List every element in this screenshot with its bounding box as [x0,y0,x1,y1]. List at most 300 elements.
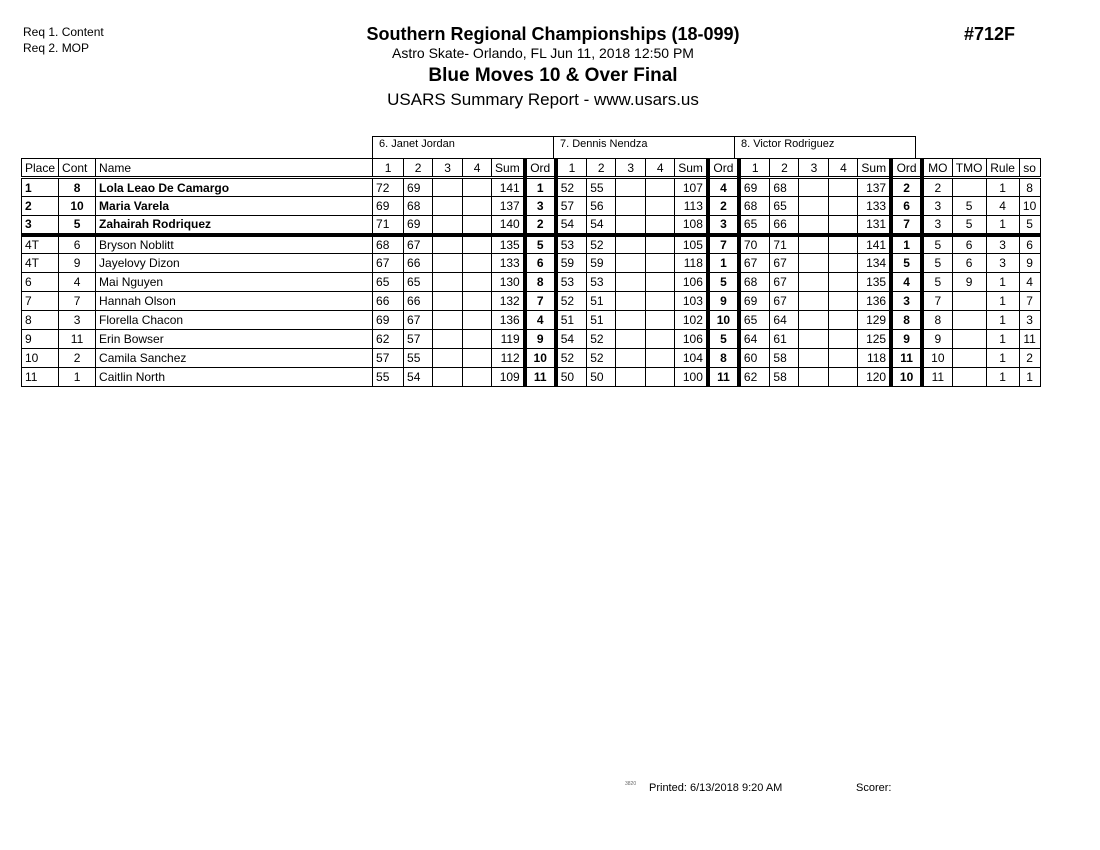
col-header-judge1-4: 4 [463,159,492,178]
judge3-score3-cell [799,216,829,235]
judge3-score1-cell: 62 [739,368,770,387]
judge3-score4-cell [829,216,858,235]
judge1-score4-cell [463,197,492,216]
rule-cell: 1 [986,292,1019,311]
judge3-ordinal-cell: 9 [891,330,922,349]
judge2-score3-cell [616,216,646,235]
judge2-score4-cell [646,273,675,292]
judge2-score4-cell [646,178,675,197]
judge1-ordinal-cell: 7 [525,292,556,311]
judge1-score2-cell: 57 [404,330,433,349]
judge2-score3-cell [616,178,646,197]
judge1-sum-cell: 137 [492,197,525,216]
judge3-score3-cell [799,235,829,254]
judge2-score1-cell: 53 [556,235,587,254]
judge2-ordinal-cell: 7 [708,235,739,254]
table-row [22,178,1041,197]
judge2-score4-cell [646,330,675,349]
judge1-score2-cell: 55 [404,349,433,368]
judge2-ordinal-cell: 1 [708,254,739,273]
judge2-ordinal-cell: 5 [708,273,739,292]
judge1-score4-cell [463,349,492,368]
judge1-score2-cell: 67 [404,235,433,254]
judge1-score2-cell: 66 [404,254,433,273]
judge3-score4-cell [829,368,858,387]
mo-cell: 5 [922,273,952,292]
col-header-place: Place [22,159,59,178]
judge1-score3-cell [433,178,463,197]
judge2-score4-cell [646,235,675,254]
so-cell: 3 [1019,311,1040,330]
contestant-number-cell: 9 [59,254,96,273]
judge2-score3-cell [616,254,646,273]
col-header-judge2-ord: Ord [708,159,739,178]
judge3-score1-cell: 68 [739,273,770,292]
mo-cell: 3 [922,216,952,235]
judge2-ordinal-cell: 9 [708,292,739,311]
judge3-score1-cell: 60 [739,349,770,368]
col-header-judge2-2: 2 [587,159,616,178]
judge3-sum-cell: 133 [858,197,891,216]
place-cell: 9 [22,330,59,349]
place-cell: 1 [22,178,59,197]
judge3-sum-cell: 129 [858,311,891,330]
place-cell: 6 [22,273,59,292]
judge1-score2-cell: 66 [404,292,433,311]
judge3-score2-cell: 67 [770,273,799,292]
skater-name-cell: Florella Chacon [96,311,373,330]
skater-name-cell: Jayelovy Dizon [96,254,373,273]
judge2-score4-cell [646,292,675,311]
judge3-ordinal-cell: 1 [891,235,922,254]
judge3-score2-cell: 66 [770,216,799,235]
tmo-cell: 9 [952,273,986,292]
col-header-judge2-3: 3 [616,159,646,178]
judge1-score3-cell [433,330,463,349]
judge1-score2-cell: 69 [404,178,433,197]
judge3-ordinal-cell: 7 [891,216,922,235]
judge2-score4-cell [646,311,675,330]
judge1-score2-cell: 69 [404,216,433,235]
judge2-sum-cell: 103 [675,292,708,311]
judge2-score3-cell [616,311,646,330]
col-header-judge2-4: 4 [646,159,675,178]
mo-cell: 8 [922,311,952,330]
judge2-score3-cell [616,235,646,254]
judge2-score4-cell [646,349,675,368]
judge1-score1-cell: 55 [373,368,404,387]
judge1-score3-cell [433,349,463,368]
col-header-judge3-ord: Ord [891,159,922,178]
judge3-sum-cell: 135 [858,273,891,292]
mo-cell: 10 [922,349,952,368]
judge3-score3-cell [799,349,829,368]
tmo-cell: 6 [952,235,986,254]
judge2-score2-cell: 52 [587,349,616,368]
judge2-score3-cell [616,349,646,368]
skater-name-cell: Erin Bowser [96,330,373,349]
judge1-score3-cell [433,292,463,311]
place-cell: 10 [22,349,59,368]
judge3-ordinal-cell: 3 [891,292,922,311]
judge2-score2-cell: 50 [587,368,616,387]
judge2-score1-cell: 52 [556,292,587,311]
judge1-ordinal-cell: 3 [525,197,556,216]
judge3-score4-cell [829,330,858,349]
judge-header-1: 6. Janet Jordan [372,136,554,158]
judge1-score1-cell: 72 [373,178,404,197]
so-cell: 8 [1019,178,1040,197]
col-header-judge3-sum: Sum [858,159,891,178]
table-header-row [22,159,1041,178]
col-header-mo: MO [922,159,952,178]
rule-cell: 1 [986,349,1019,368]
judge1-score4-cell [463,178,492,197]
col-header-judge3-4: 4 [829,159,858,178]
judge3-score3-cell [799,368,829,387]
judge2-score2-cell: 53 [587,273,616,292]
judge1-sum-cell: 109 [492,368,525,387]
judge3-score4-cell [829,311,858,330]
table-row [22,349,1041,368]
judge2-sum-cell: 106 [675,273,708,292]
contestant-number-cell: 4 [59,273,96,292]
so-cell: 10 [1019,197,1040,216]
judge2-sum-cell: 118 [675,254,708,273]
tmo-cell: 5 [952,197,986,216]
col-header-judge2-sum: Sum [675,159,708,178]
judge1-score4-cell [463,235,492,254]
judge1-score4-cell [463,311,492,330]
judge1-score1-cell: 62 [373,330,404,349]
judge3-score2-cell: 61 [770,330,799,349]
table-row [22,254,1041,273]
judge1-score2-cell: 67 [404,311,433,330]
contestant-number-cell: 2 [59,349,96,368]
so-cell: 7 [1019,292,1040,311]
judge1-score1-cell: 69 [373,311,404,330]
contestant-number-cell: 8 [59,178,96,197]
judge3-score2-cell: 67 [770,292,799,311]
table-row [22,368,1041,387]
results-table [21,158,1041,387]
skater-name-cell: Caitlin North [96,368,373,387]
rule-cell: 3 [986,235,1019,254]
judge2-ordinal-cell: 4 [708,178,739,197]
event-title: Blue Moves 10 & Over Final [428,65,678,86]
judge1-sum-cell: 140 [492,216,525,235]
judge2-score1-cell: 57 [556,197,587,216]
table-row [22,311,1041,330]
tmo-cell [952,368,986,387]
judge1-score2-cell: 54 [404,368,433,387]
judge3-score2-cell: 68 [770,178,799,197]
judge2-sum-cell: 104 [675,349,708,368]
judge3-score3-cell [799,273,829,292]
col-header-judge3-3: 3 [799,159,829,178]
tmo-cell [952,349,986,368]
mo-cell: 5 [922,254,952,273]
so-cell: 11 [1019,330,1040,349]
rule-cell: 4 [986,197,1019,216]
judge3-ordinal-cell: 11 [891,349,922,368]
judge3-score3-cell [799,292,829,311]
judge1-score1-cell: 68 [373,235,404,254]
judge2-score2-cell: 52 [587,235,616,254]
report-title: USARS Summary Report - www.usars.us [387,90,699,109]
contestant-number-cell: 7 [59,292,96,311]
requirement-1: Req 1. Content [23,25,104,39]
rule-cell: 1 [986,368,1019,387]
judge1-score3-cell [433,254,463,273]
judge3-score3-cell [799,311,829,330]
judge3-score3-cell [799,330,829,349]
judge2-ordinal-cell: 11 [708,368,739,387]
table-row [22,216,1041,235]
judge1-score1-cell: 57 [373,349,404,368]
col-header-judge1-1: 1 [373,159,404,178]
printed-timestamp: Printed: 6/13/2018 9:20 AM [649,782,783,794]
judge1-sum-cell: 133 [492,254,525,273]
col-header-judge1-sum: Sum [492,159,525,178]
judge3-ordinal-cell: 6 [891,197,922,216]
judge1-score3-cell [433,368,463,387]
table-row [22,235,1041,254]
judge2-sum-cell: 107 [675,178,708,197]
tmo-cell: 6 [952,254,986,273]
judge2-sum-cell: 113 [675,197,708,216]
judge3-score4-cell [829,235,858,254]
judge1-score1-cell: 69 [373,197,404,216]
judge2-score1-cell: 51 [556,311,587,330]
place-cell: 11 [22,368,59,387]
judge1-score4-cell [463,273,492,292]
col-header-name: Name [96,159,373,178]
judge1-ordinal-cell: 6 [525,254,556,273]
mo-cell: 3 [922,197,952,216]
judge2-score1-cell: 52 [556,178,587,197]
place-cell: 4T [22,235,59,254]
judge3-score1-cell: 64 [739,330,770,349]
so-cell: 5 [1019,216,1040,235]
judge3-score4-cell [829,349,858,368]
judge1-sum-cell: 119 [492,330,525,349]
event-code: #712F [964,24,1016,44]
judge3-sum-cell: 141 [858,235,891,254]
judge3-score1-cell: 68 [739,197,770,216]
judge3-score1-cell: 70 [739,235,770,254]
judge2-score2-cell: 51 [587,292,616,311]
judge1-score4-cell [463,330,492,349]
so-cell: 4 [1019,273,1040,292]
judge2-ordinal-cell: 8 [708,349,739,368]
contestant-number-cell: 6 [59,235,96,254]
judge1-score3-cell [433,235,463,254]
place-cell: 3 [22,216,59,235]
place-cell: 4T [22,254,59,273]
judge1-sum-cell: 132 [492,292,525,311]
judge2-score2-cell: 54 [587,216,616,235]
judge1-score4-cell [463,368,492,387]
judge1-ordinal-cell: 9 [525,330,556,349]
contestant-number-cell: 5 [59,216,96,235]
contestant-number-cell: 3 [59,311,96,330]
judge1-sum-cell: 136 [492,311,525,330]
venue-line: Astro Skate- Orlando, FL Jun 11, 2018 12:50 PM [392,45,694,61]
judge1-ordinal-cell: 2 [525,216,556,235]
skater-name-cell: Zahairah Rodriquez [96,216,373,235]
judge3-sum-cell: 137 [858,178,891,197]
table-row [22,273,1041,292]
judge2-ordinal-cell: 2 [708,197,739,216]
judge1-ordinal-cell: 5 [525,235,556,254]
skater-name-cell: Bryson Noblitt [96,235,373,254]
mo-cell: 2 [922,178,952,197]
judge3-score2-cell: 58 [770,349,799,368]
judge1-sum-cell: 135 [492,235,525,254]
judge3-score2-cell: 71 [770,235,799,254]
judge3-sum-cell: 131 [858,216,891,235]
competition-title: Southern Regional Championships (18-099) [366,24,740,44]
table-row [22,197,1041,216]
requirement-2: Req 2. MOP [23,41,90,55]
place-cell: 8 [22,311,59,330]
judge2-score3-cell [616,368,646,387]
judge3-score2-cell: 64 [770,311,799,330]
judge2-score1-cell: 50 [556,368,587,387]
judge1-score1-cell: 67 [373,254,404,273]
rule-cell: 1 [986,216,1019,235]
col-header-judge2-1: 1 [556,159,587,178]
judge3-score2-cell: 67 [770,254,799,273]
judge-header-3: 8. Victor Rodriguez [734,136,916,158]
judge3-sum-cell: 134 [858,254,891,273]
judge3-ordinal-cell: 8 [891,311,922,330]
judge1-score1-cell: 65 [373,273,404,292]
judge1-ordinal-cell: 8 [525,273,556,292]
judge1-score2-cell: 65 [404,273,433,292]
judge1-sum-cell: 141 [492,178,525,197]
judge2-sum-cell: 106 [675,330,708,349]
judge3-score1-cell: 69 [739,178,770,197]
rule-cell: 3 [986,254,1019,273]
scorer-label: Scorer: [856,782,892,794]
judge1-sum-cell: 112 [492,349,525,368]
judge3-sum-cell: 118 [858,349,891,368]
table-row [22,292,1041,311]
judge3-score3-cell [799,178,829,197]
judge1-score2-cell: 68 [404,197,433,216]
judge3-ordinal-cell: 5 [891,254,922,273]
report-number: 3820 [625,781,637,787]
judge1-ordinal-cell: 1 [525,178,556,197]
judge3-ordinal-cell: 2 [891,178,922,197]
judge3-score4-cell [829,292,858,311]
col-header-judge1-3: 3 [433,159,463,178]
judge2-score2-cell: 59 [587,254,616,273]
judge1-score1-cell: 71 [373,216,404,235]
judge3-score4-cell [829,178,858,197]
judge2-ordinal-cell: 3 [708,216,739,235]
judge2-score3-cell [616,292,646,311]
judge2-score2-cell: 56 [587,197,616,216]
so-cell: 6 [1019,235,1040,254]
place-cell: 7 [22,292,59,311]
judge3-score3-cell [799,197,829,216]
col-header-tmo: TMO [952,159,986,178]
judge3-sum-cell: 136 [858,292,891,311]
judge1-score4-cell [463,254,492,273]
judge2-score1-cell: 59 [556,254,587,273]
judge3-ordinal-cell: 10 [891,368,922,387]
judge3-score3-cell [799,254,829,273]
col-header-rule: Rule [986,159,1019,178]
judge2-score1-cell: 54 [556,216,587,235]
judge2-score1-cell: 53 [556,273,587,292]
rule-cell: 1 [986,330,1019,349]
so-cell: 9 [1019,254,1040,273]
mo-cell: 7 [922,292,952,311]
col-header-cont: Cont [59,159,96,178]
judge1-score1-cell: 66 [373,292,404,311]
col-header-judge1-ord: Ord [525,159,556,178]
judge1-ordinal-cell: 10 [525,349,556,368]
rule-cell: 1 [986,178,1019,197]
tmo-cell [952,330,986,349]
judge-header-2: 7. Dennis Nendza [553,136,735,158]
skater-name-cell: Mai Nguyen [96,273,373,292]
judge1-ordinal-cell: 11 [525,368,556,387]
judge2-score1-cell: 52 [556,349,587,368]
judge1-score4-cell [463,292,492,311]
judge2-sum-cell: 108 [675,216,708,235]
skater-name-cell: Maria Varela [96,197,373,216]
mo-cell: 9 [922,330,952,349]
judge2-score4-cell [646,368,675,387]
judge2-sum-cell: 100 [675,368,708,387]
judge3-score1-cell: 65 [739,311,770,330]
table-row [22,330,1041,349]
judge1-score3-cell [433,273,463,292]
judge2-score4-cell [646,254,675,273]
judge2-score1-cell: 54 [556,330,587,349]
judge3-ordinal-cell: 4 [891,273,922,292]
judge2-score3-cell [616,197,646,216]
judge3-sum-cell: 120 [858,368,891,387]
judge2-sum-cell: 102 [675,311,708,330]
col-header-judge3-2: 2 [770,159,799,178]
judge2-score2-cell: 51 [587,311,616,330]
judge2-sum-cell: 105 [675,235,708,254]
contestant-number-cell: 1 [59,368,96,387]
tmo-cell [952,311,986,330]
judge1-score3-cell [433,197,463,216]
tmo-cell [952,292,986,311]
skater-name-cell: Camila Sanchez [96,349,373,368]
col-header-judge1-2: 2 [404,159,433,178]
judge3-score2-cell: 58 [770,368,799,387]
judge1-score3-cell [433,311,463,330]
judge2-score3-cell [616,273,646,292]
judge3-score4-cell [829,254,858,273]
judge3-sum-cell: 125 [858,330,891,349]
judge1-score4-cell [463,216,492,235]
judge2-score2-cell: 55 [587,178,616,197]
skater-name-cell: Lola Leao De Camargo [96,178,373,197]
place-cell: 2 [22,197,59,216]
judge1-ordinal-cell: 4 [525,311,556,330]
tmo-cell [952,178,986,197]
